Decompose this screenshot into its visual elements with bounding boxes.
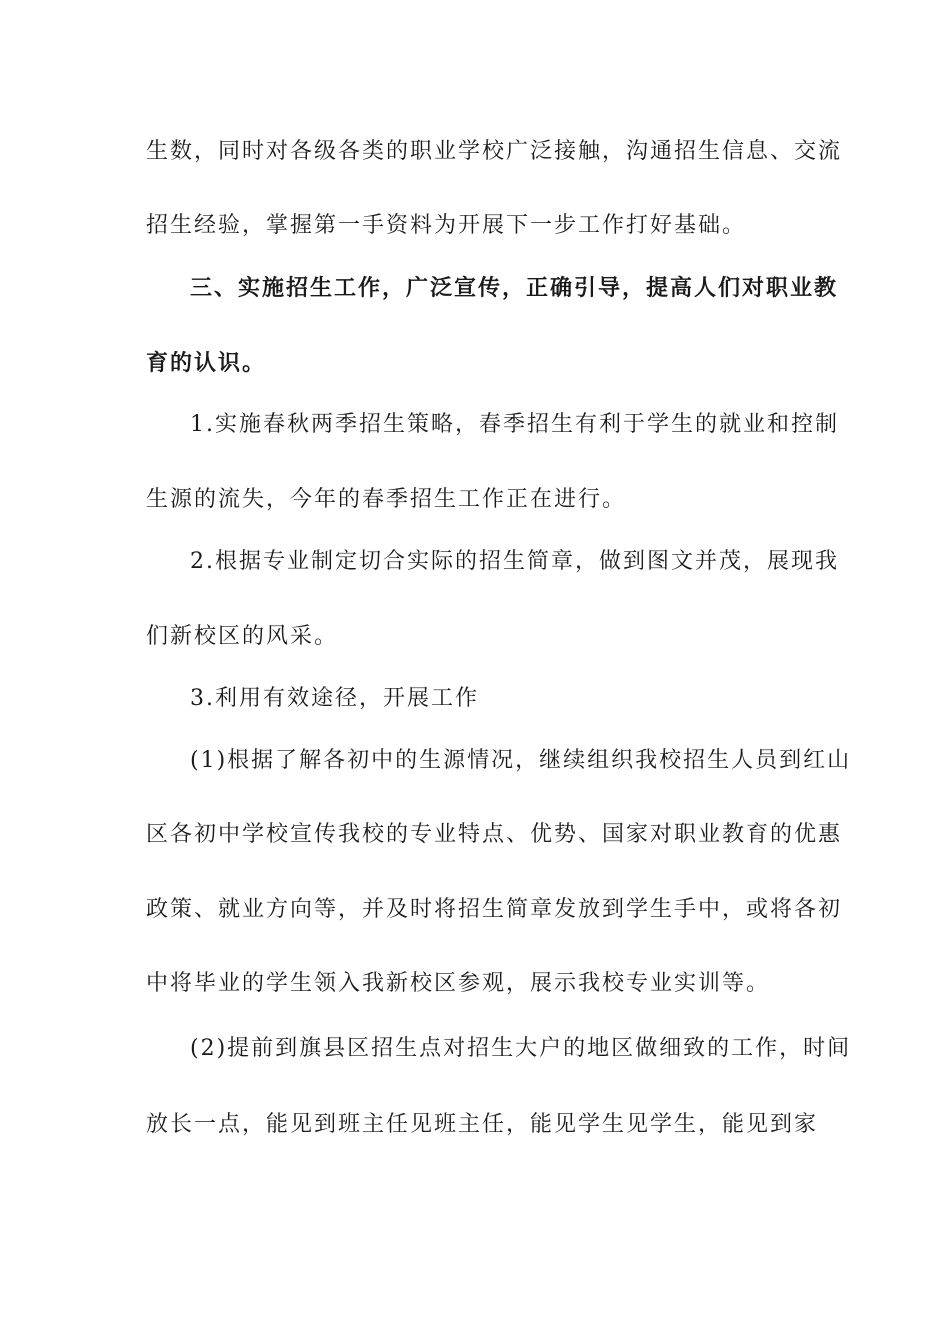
paragraph-line: (1)根据了解各初中的生源情况，继续组织我校招生人员到红山 [190, 748, 852, 773]
paragraph-line: 政策、就业方向等，并及时将招生简章发放到学生手中，或将各初 [146, 897, 843, 922]
paragraph-line: 中将毕业的学生领入我新校区参观，展示我校专业实训等。 [146, 971, 771, 996]
paragraph-line: 1.实施春秋两季招生策略，春季招生有利于学生的就业和控制 [190, 412, 839, 437]
paragraph-line: (2)提前到旗县区招生点对招生大户的地区做细致的工作，时间 [190, 1036, 852, 1061]
paragraph-line: 招生经验，掌握第一手资料为开展下一步工作打好基础。 [146, 213, 747, 238]
section-heading-line: 育的认识。 [146, 350, 267, 376]
paragraph-line: 区各初中学校宣传我校的专业特点、优势、国家对职业教育的优惠 [146, 822, 843, 847]
paragraph-line: 们新校区的风采。 [146, 624, 339, 649]
paragraph-line: 2.根据专业制定切合实际的招生简章，做到图文并茂，展现我 [190, 549, 839, 574]
paragraph-line: 生数，同时对各级各类的职业学校广泛接触，沟通招生信息、交流 [146, 139, 843, 164]
section-heading-line: 三、实施招生工作，广泛宣传，正确引导，提高人们对职业教 [190, 275, 839, 301]
paragraph-line: 放长一点，能见到班主任见班主任，能见学生见学生，能见到家 [146, 1112, 819, 1137]
paragraph-line: 3.利用有效途径，开展工作 [190, 686, 479, 711]
paragraph-line: 生源的流失，今年的春季招生工作正在进行。 [146, 487, 627, 512]
